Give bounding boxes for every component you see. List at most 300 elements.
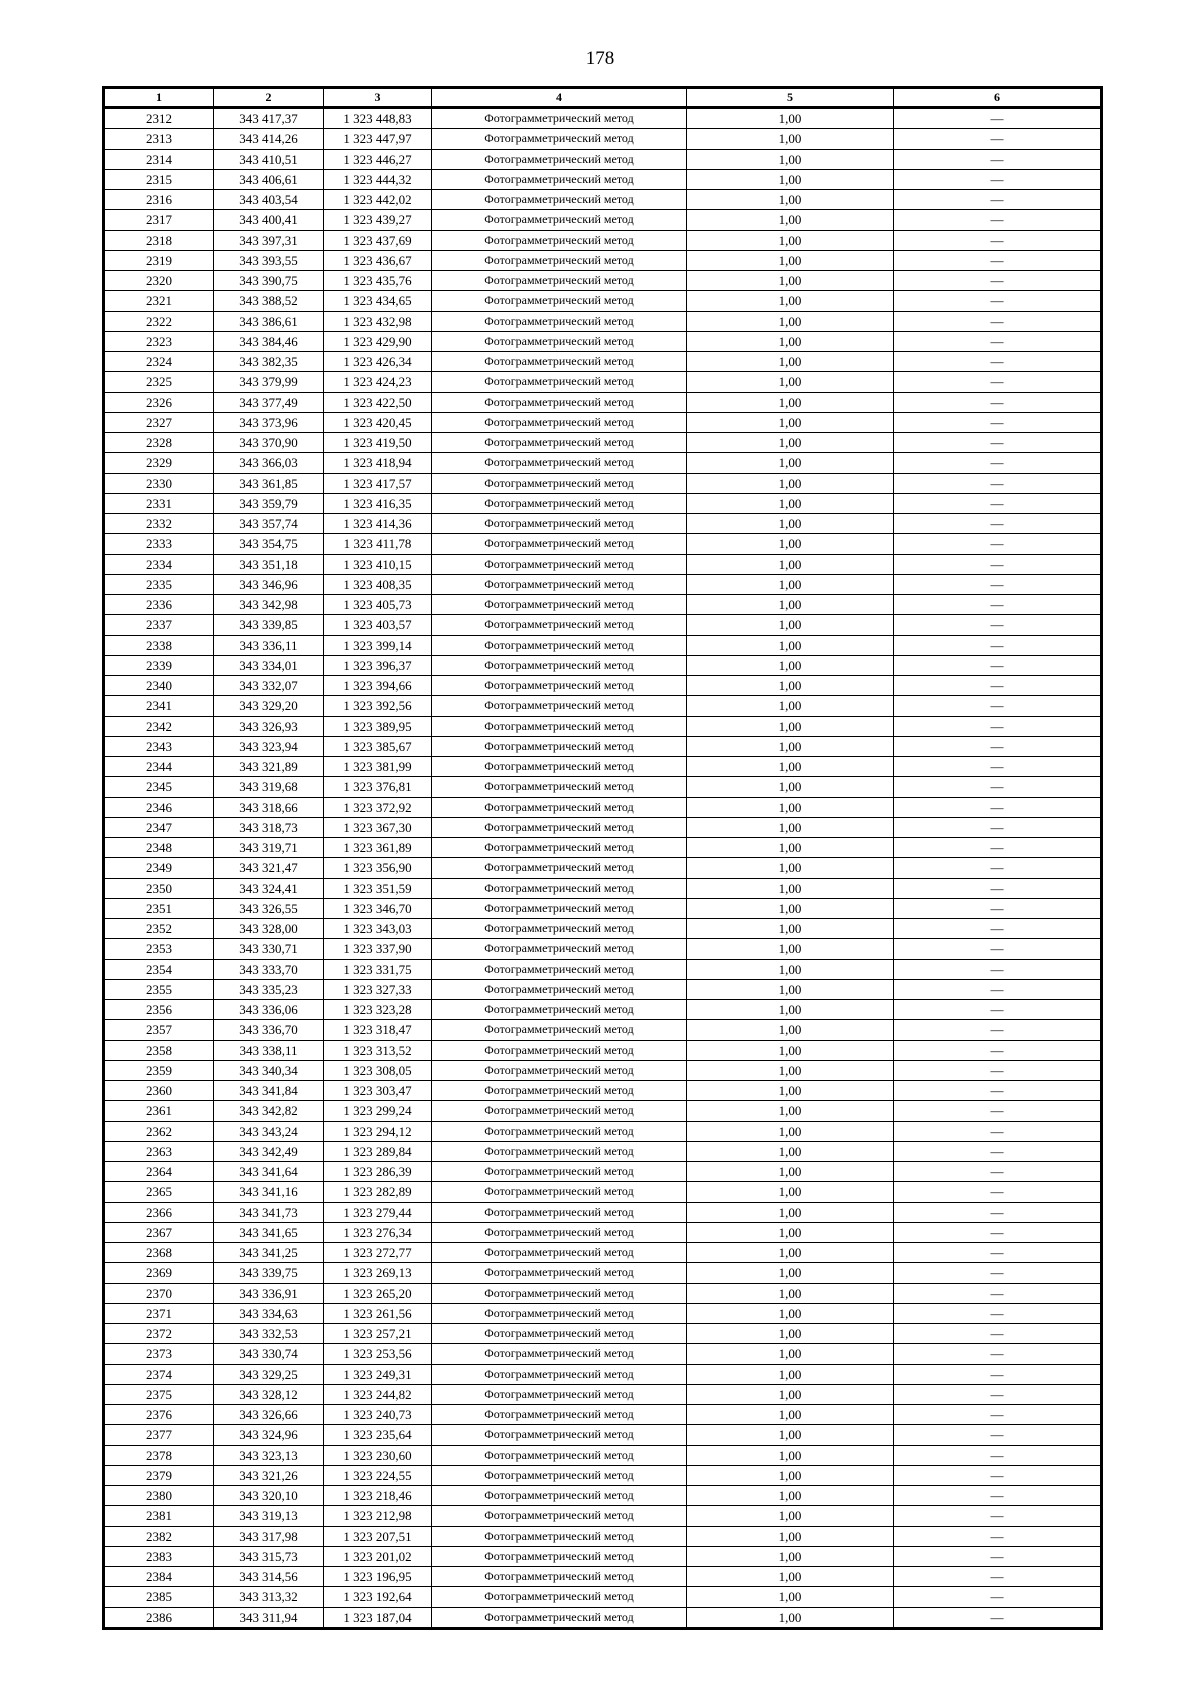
description-cell: — — [894, 1101, 1102, 1121]
table-row — [104, 635, 1102, 655]
coordinate-y-cell: 1 323 187,04 — [324, 1607, 432, 1628]
description-cell: — — [894, 1141, 1102, 1161]
coordinate-y-cell: 1 323 303,47 — [324, 1081, 432, 1101]
method-cell: Фотограмметрический метод — [432, 878, 687, 898]
point-number-cell: 2359 — [104, 1060, 214, 1080]
table-row — [104, 1506, 1102, 1526]
accuracy-cell: 1,00 — [687, 757, 894, 777]
method-cell: Фотограмметрический метод — [432, 1486, 687, 1506]
accuracy-cell: 1,00 — [687, 331, 894, 351]
accuracy-cell: 1,00 — [687, 1222, 894, 1242]
point-number-cell: 2347 — [104, 817, 214, 837]
accuracy-cell: 1,00 — [687, 939, 894, 959]
point-number-cell: 2362 — [104, 1121, 214, 1141]
coordinate-x-cell: 343 342,49 — [214, 1141, 324, 1161]
table-row — [104, 1567, 1102, 1587]
table-row — [104, 1162, 1102, 1182]
accuracy-cell: 1,00 — [687, 1020, 894, 1040]
table-row — [104, 473, 1102, 493]
coordinate-x-cell: 343 343,24 — [214, 1121, 324, 1141]
method-cell: Фотограмметрический метод — [432, 777, 687, 797]
accuracy-cell: 1,00 — [687, 1567, 894, 1587]
coordinate-x-cell: 343 390,75 — [214, 271, 324, 291]
accuracy-cell: 1,00 — [687, 959, 894, 979]
coordinate-y-cell: 1 323 207,51 — [324, 1526, 432, 1546]
description-cell: — — [894, 493, 1102, 513]
table-row — [104, 716, 1102, 736]
method-cell: Фотограмметрический метод — [432, 595, 687, 615]
table-row — [104, 1060, 1102, 1080]
description-cell: — — [894, 1465, 1102, 1485]
coordinates-table — [102, 86, 1103, 1630]
point-number-cell: 2338 — [104, 635, 214, 655]
description-cell: — — [894, 1526, 1102, 1546]
point-number-cell: 2326 — [104, 392, 214, 412]
description-cell: — — [894, 453, 1102, 473]
method-cell: Фотограмметрический метод — [432, 1060, 687, 1080]
table-row — [104, 858, 1102, 878]
method-cell: Фотограмметрический метод — [432, 1182, 687, 1202]
method-cell: Фотограмметрический метод — [432, 979, 687, 999]
description-cell: — — [894, 919, 1102, 939]
accuracy-cell: 1,00 — [687, 1324, 894, 1344]
description-cell: — — [894, 1425, 1102, 1445]
coordinate-x-cell: 343 321,47 — [214, 858, 324, 878]
method-cell: Фотограмметрический метод — [432, 676, 687, 696]
description-cell: — — [894, 939, 1102, 959]
coordinate-y-cell: 1 323 420,45 — [324, 412, 432, 432]
description-cell: — — [894, 1263, 1102, 1283]
method-cell: Фотограмметрический метод — [432, 1445, 687, 1465]
description-cell: — — [894, 817, 1102, 837]
coordinate-y-cell: 1 323 435,76 — [324, 271, 432, 291]
description-cell: — — [894, 1486, 1102, 1506]
coordinate-x-cell: 343 359,79 — [214, 493, 324, 513]
description-cell: — — [894, 777, 1102, 797]
description-cell: — — [894, 1182, 1102, 1202]
description-cell: — — [894, 1587, 1102, 1607]
accuracy-cell: 1,00 — [687, 676, 894, 696]
method-cell: Фотограмметрический метод — [432, 1364, 687, 1384]
point-number-cell: 2346 — [104, 797, 214, 817]
coordinate-x-cell: 343 342,82 — [214, 1101, 324, 1121]
description-cell: — — [894, 1567, 1102, 1587]
point-number-cell: 2316 — [104, 190, 214, 210]
coordinate-x-cell: 343 341,84 — [214, 1081, 324, 1101]
accuracy-cell: 1,00 — [687, 169, 894, 189]
coordinate-y-cell: 1 323 356,90 — [324, 858, 432, 878]
accuracy-cell: 1,00 — [687, 919, 894, 939]
coordinate-y-cell: 1 323 414,36 — [324, 514, 432, 534]
accuracy-cell: 1,00 — [687, 271, 894, 291]
description-cell: — — [894, 676, 1102, 696]
coordinate-y-cell: 1 323 257,21 — [324, 1324, 432, 1344]
coordinate-x-cell: 343 338,11 — [214, 1040, 324, 1060]
description-cell: — — [894, 959, 1102, 979]
table-row — [104, 534, 1102, 554]
point-number-cell: 2319 — [104, 250, 214, 270]
coordinate-x-cell: 343 330,71 — [214, 939, 324, 959]
accuracy-cell: 1,00 — [687, 615, 894, 635]
accuracy-cell: 1,00 — [687, 1526, 894, 1546]
point-number-cell: 2382 — [104, 1526, 214, 1546]
point-number-cell: 2380 — [104, 1486, 214, 1506]
method-cell: Фотограмметрический метод — [432, 1425, 687, 1445]
accuracy-cell: 1,00 — [687, 1182, 894, 1202]
accuracy-cell: 1,00 — [687, 1506, 894, 1526]
coordinate-x-cell: 343 311,94 — [214, 1607, 324, 1628]
table-row — [104, 433, 1102, 453]
coordinate-y-cell: 1 323 446,27 — [324, 149, 432, 169]
accuracy-cell: 1,00 — [687, 595, 894, 615]
accuracy-cell: 1,00 — [687, 210, 894, 230]
description-cell: — — [894, 291, 1102, 311]
table-row — [104, 412, 1102, 432]
description-cell: — — [894, 696, 1102, 716]
description-cell: — — [894, 1121, 1102, 1141]
accuracy-cell: 1,00 — [687, 1384, 894, 1404]
description-cell: — — [894, 352, 1102, 372]
table-row — [104, 1465, 1102, 1485]
table-row — [104, 1202, 1102, 1222]
method-cell: Фотограмметрический метод — [432, 1141, 687, 1161]
point-number-cell: 2333 — [104, 534, 214, 554]
coordinate-x-cell: 343 397,31 — [214, 230, 324, 250]
coordinate-x-cell: 343 382,35 — [214, 352, 324, 372]
coordinate-x-cell: 343 417,37 — [214, 108, 324, 129]
coordinate-x-cell: 343 393,55 — [214, 250, 324, 270]
coordinate-x-cell: 343 319,68 — [214, 777, 324, 797]
coordinate-x-cell: 343 406,61 — [214, 169, 324, 189]
description-cell: — — [894, 554, 1102, 574]
method-cell: Фотограмметрический метод — [432, 898, 687, 918]
accuracy-cell: 1,00 — [687, 149, 894, 169]
accuracy-cell: 1,00 — [687, 1243, 894, 1263]
method-cell: Фотограмметрический метод — [432, 1202, 687, 1222]
method-cell: Фотограмметрический метод — [432, 149, 687, 169]
method-cell: Фотограмметрический метод — [432, 716, 687, 736]
table-row — [104, 1040, 1102, 1060]
coordinate-x-cell: 343 336,91 — [214, 1283, 324, 1303]
point-number-cell: 2376 — [104, 1405, 214, 1425]
method-cell: Фотограмметрический метод — [432, 1384, 687, 1404]
table-row — [104, 1182, 1102, 1202]
coordinate-y-cell: 1 323 385,67 — [324, 736, 432, 756]
accuracy-cell: 1,00 — [687, 736, 894, 756]
coordinate-y-cell: 1 323 410,15 — [324, 554, 432, 574]
table-row — [104, 1263, 1102, 1283]
description-cell: — — [894, 1607, 1102, 1628]
method-cell: Фотограмметрический метод — [432, 230, 687, 250]
point-number-cell: 2348 — [104, 838, 214, 858]
method-cell: Фотограмметрический метод — [432, 1303, 687, 1323]
coordinate-x-cell: 343 414,26 — [214, 129, 324, 149]
table-row — [104, 1121, 1102, 1141]
method-cell: Фотограмметрический метод — [432, 250, 687, 270]
coordinate-y-cell: 1 323 253,56 — [324, 1344, 432, 1364]
point-number-cell: 2313 — [104, 129, 214, 149]
accuracy-cell: 1,00 — [687, 1465, 894, 1485]
accuracy-cell: 1,00 — [687, 311, 894, 331]
accuracy-cell: 1,00 — [687, 1364, 894, 1384]
accuracy-cell: 1,00 — [687, 1425, 894, 1445]
coordinate-y-cell: 1 323 381,99 — [324, 757, 432, 777]
coordinate-y-cell: 1 323 419,50 — [324, 433, 432, 453]
description-cell: — — [894, 1324, 1102, 1344]
method-cell: Фотограмметрический метод — [432, 291, 687, 311]
point-number-cell: 2357 — [104, 1020, 214, 1040]
coordinate-y-cell: 1 323 240,73 — [324, 1405, 432, 1425]
description-cell: — — [894, 230, 1102, 250]
accuracy-cell: 1,00 — [687, 898, 894, 918]
coordinate-x-cell: 343 379,99 — [214, 372, 324, 392]
point-number-cell: 2355 — [104, 979, 214, 999]
method-cell: Фотограмметрический метод — [432, 210, 687, 230]
point-number-cell: 2372 — [104, 1324, 214, 1344]
method-cell: Фотограмметрический метод — [432, 453, 687, 473]
accuracy-cell: 1,00 — [687, 453, 894, 473]
description-cell: — — [894, 838, 1102, 858]
coordinate-x-cell: 343 326,66 — [214, 1405, 324, 1425]
coordinate-x-cell: 343 324,41 — [214, 878, 324, 898]
coordinate-x-cell: 343 333,70 — [214, 959, 324, 979]
coordinate-x-cell: 343 341,73 — [214, 1202, 324, 1222]
method-cell: Фотограмметрический метод — [432, 271, 687, 291]
table-row — [104, 271, 1102, 291]
table-row — [104, 1222, 1102, 1242]
coordinate-y-cell: 1 323 249,31 — [324, 1364, 432, 1384]
description-cell: — — [894, 372, 1102, 392]
description-cell: — — [894, 1040, 1102, 1060]
point-number-cell: 2378 — [104, 1445, 214, 1465]
table-row — [104, 1546, 1102, 1566]
table-row — [104, 595, 1102, 615]
table-row — [104, 129, 1102, 149]
coordinate-y-cell: 1 323 448,83 — [324, 108, 432, 129]
accuracy-cell: 1,00 — [687, 554, 894, 574]
point-number-cell: 2327 — [104, 412, 214, 432]
coordinate-y-cell: 1 323 442,02 — [324, 190, 432, 210]
table-row — [104, 777, 1102, 797]
method-cell: Фотограмметрический метод — [432, 635, 687, 655]
description-cell: — — [894, 1283, 1102, 1303]
accuracy-cell: 1,00 — [687, 1283, 894, 1303]
point-number-cell: 2353 — [104, 939, 214, 959]
table-row — [104, 169, 1102, 189]
description-cell: — — [894, 392, 1102, 412]
method-cell: Фотограмметрический метод — [432, 838, 687, 858]
coordinate-y-cell: 1 323 294,12 — [324, 1121, 432, 1141]
description-cell: — — [894, 635, 1102, 655]
description-cell: — — [894, 210, 1102, 230]
method-cell: Фотограмметрический метод — [432, 1243, 687, 1263]
description-cell: — — [894, 149, 1102, 169]
column-header-3: 3 — [324, 88, 432, 108]
method-cell: Фотограмметрический метод — [432, 574, 687, 594]
point-number-cell: 2328 — [104, 433, 214, 453]
point-number-cell: 2350 — [104, 878, 214, 898]
table-header-row — [104, 88, 1102, 108]
table-row — [104, 1283, 1102, 1303]
table-row — [104, 1141, 1102, 1161]
point-number-cell: 2322 — [104, 311, 214, 331]
description-cell: — — [894, 1364, 1102, 1384]
point-number-cell: 2341 — [104, 696, 214, 716]
accuracy-cell: 1,00 — [687, 1040, 894, 1060]
coordinate-y-cell: 1 323 389,95 — [324, 716, 432, 736]
method-cell: Фотограмметрический метод — [432, 1324, 687, 1344]
coordinate-y-cell: 1 323 411,78 — [324, 534, 432, 554]
coordinate-x-cell: 343 410,51 — [214, 149, 324, 169]
accuracy-cell: 1,00 — [687, 493, 894, 513]
method-cell: Фотограмметрический метод — [432, 1526, 687, 1546]
table-row — [104, 1081, 1102, 1101]
coordinate-y-cell: 1 323 299,24 — [324, 1101, 432, 1121]
coordinate-y-cell: 1 323 447,97 — [324, 129, 432, 149]
point-number-cell: 2360 — [104, 1081, 214, 1101]
table-row — [104, 1425, 1102, 1445]
table-row — [104, 331, 1102, 351]
accuracy-cell: 1,00 — [687, 1303, 894, 1323]
point-number-cell: 2385 — [104, 1587, 214, 1607]
accuracy-cell: 1,00 — [687, 1101, 894, 1121]
method-cell: Фотограмметрический метод — [432, 1222, 687, 1242]
coordinate-x-cell: 343 332,53 — [214, 1324, 324, 1344]
table-row — [104, 1405, 1102, 1425]
table-row — [104, 1384, 1102, 1404]
coordinate-x-cell: 343 336,70 — [214, 1020, 324, 1040]
description-cell: — — [894, 595, 1102, 615]
coordinate-x-cell: 343 341,16 — [214, 1182, 324, 1202]
method-cell: Фотограмметрический метод — [432, 939, 687, 959]
point-number-cell: 2331 — [104, 493, 214, 513]
description-cell: — — [894, 797, 1102, 817]
table-row — [104, 554, 1102, 574]
page-number: 178 — [585, 48, 615, 69]
coordinate-y-cell: 1 323 408,35 — [324, 574, 432, 594]
coordinate-y-cell: 1 323 372,92 — [324, 797, 432, 817]
point-number-cell: 2374 — [104, 1364, 214, 1384]
description-cell: — — [894, 1384, 1102, 1404]
coordinate-y-cell: 1 323 429,90 — [324, 331, 432, 351]
point-number-cell: 2383 — [104, 1546, 214, 1566]
point-number-cell: 2363 — [104, 1141, 214, 1161]
coordinate-x-cell: 343 384,46 — [214, 331, 324, 351]
method-cell: Фотограмметрический метод — [432, 392, 687, 412]
coordinate-y-cell: 1 323 394,66 — [324, 676, 432, 696]
point-number-cell: 2324 — [104, 352, 214, 372]
coordinate-x-cell: 343 340,34 — [214, 1060, 324, 1080]
table-row — [104, 1020, 1102, 1040]
point-number-cell: 2379 — [104, 1465, 214, 1485]
coordinate-y-cell: 1 323 265,20 — [324, 1283, 432, 1303]
table-row — [104, 291, 1102, 311]
description-cell: — — [894, 169, 1102, 189]
coordinate-x-cell: 343 341,65 — [214, 1222, 324, 1242]
table-row — [104, 1364, 1102, 1384]
coordinate-y-cell: 1 323 289,84 — [324, 1141, 432, 1161]
point-number-cell: 2381 — [104, 1506, 214, 1526]
point-number-cell: 2369 — [104, 1263, 214, 1283]
coordinate-x-cell: 343 377,49 — [214, 392, 324, 412]
coordinate-x-cell: 343 341,64 — [214, 1162, 324, 1182]
coordinate-x-cell: 343 321,89 — [214, 757, 324, 777]
accuracy-cell: 1,00 — [687, 1162, 894, 1182]
coordinate-y-cell: 1 323 399,14 — [324, 635, 432, 655]
accuracy-cell: 1,00 — [687, 655, 894, 675]
accuracy-cell: 1,00 — [687, 372, 894, 392]
method-cell: Фотограмметрический метод — [432, 311, 687, 331]
method-cell: Фотограмметрический метод — [432, 1546, 687, 1566]
method-cell: Фотограмметрический метод — [432, 1101, 687, 1121]
coordinate-x-cell: 343 330,74 — [214, 1344, 324, 1364]
coordinate-x-cell: 343 335,23 — [214, 979, 324, 999]
table-row — [104, 372, 1102, 392]
coordinate-y-cell: 1 323 318,47 — [324, 1020, 432, 1040]
table-row — [104, 230, 1102, 250]
accuracy-cell: 1,00 — [687, 1587, 894, 1607]
point-number-cell: 2344 — [104, 757, 214, 777]
coordinate-x-cell: 343 339,75 — [214, 1263, 324, 1283]
method-cell: Фотограмметрический метод — [432, 615, 687, 635]
coordinate-y-cell: 1 323 346,70 — [324, 898, 432, 918]
table-row — [104, 1243, 1102, 1263]
coordinate-y-cell: 1 323 337,90 — [324, 939, 432, 959]
accuracy-cell: 1,00 — [687, 777, 894, 797]
coordinate-y-cell: 1 323 418,94 — [324, 453, 432, 473]
accuracy-cell: 1,00 — [687, 1263, 894, 1283]
table-row — [104, 210, 1102, 230]
coordinate-y-cell: 1 323 272,77 — [324, 1243, 432, 1263]
table-row — [104, 574, 1102, 594]
coordinate-y-cell: 1 323 436,67 — [324, 250, 432, 270]
table-row — [104, 757, 1102, 777]
table-row — [104, 108, 1102, 129]
coordinate-y-cell: 1 323 403,57 — [324, 615, 432, 635]
coordinate-y-cell: 1 323 434,65 — [324, 291, 432, 311]
description-cell: — — [894, 271, 1102, 291]
coordinate-y-cell: 1 323 244,82 — [324, 1384, 432, 1404]
point-number-cell: 2342 — [104, 716, 214, 736]
accuracy-cell: 1,00 — [687, 190, 894, 210]
accuracy-cell: 1,00 — [687, 1060, 894, 1080]
coordinate-x-cell: 343 319,71 — [214, 838, 324, 858]
point-number-cell: 2343 — [104, 736, 214, 756]
point-number-cell: 2356 — [104, 1000, 214, 1020]
table-row — [104, 190, 1102, 210]
description-cell: — — [894, 1405, 1102, 1425]
point-number-cell: 2320 — [104, 271, 214, 291]
accuracy-cell: 1,00 — [687, 1081, 894, 1101]
point-number-cell: 2375 — [104, 1384, 214, 1404]
coordinate-x-cell: 343 332,07 — [214, 676, 324, 696]
method-cell: Фотограмметрический метод — [432, 331, 687, 351]
table-row — [104, 352, 1102, 372]
coordinate-x-cell: 343 329,25 — [214, 1364, 324, 1384]
coordinate-x-cell: 343 370,90 — [214, 433, 324, 453]
coordinate-y-cell: 1 323 405,73 — [324, 595, 432, 615]
method-cell: Фотограмметрический метод — [432, 959, 687, 979]
table-row — [104, 311, 1102, 331]
accuracy-cell: 1,00 — [687, 838, 894, 858]
method-cell: Фотограмметрический метод — [432, 412, 687, 432]
accuracy-cell: 1,00 — [687, 574, 894, 594]
table-row — [104, 696, 1102, 716]
coordinate-x-cell: 343 400,41 — [214, 210, 324, 230]
method-cell: Фотограмметрический метод — [432, 1000, 687, 1020]
point-number-cell: 2373 — [104, 1344, 214, 1364]
description-cell: — — [894, 979, 1102, 999]
